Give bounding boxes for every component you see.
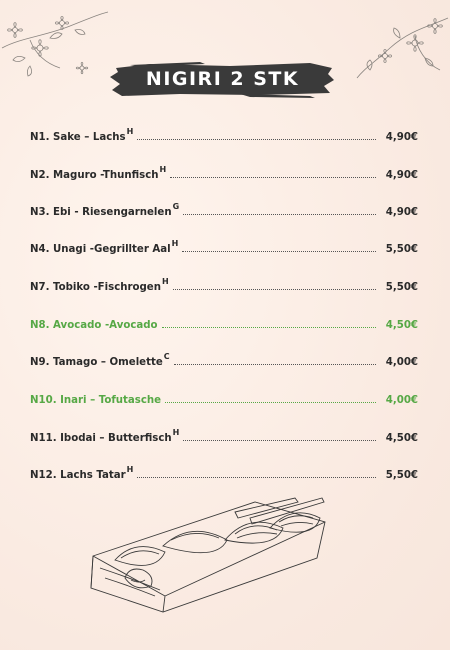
menu-item-price: 5,50€ bbox=[385, 282, 418, 293]
menu-item bbox=[30, 422, 418, 444]
dot-leader bbox=[173, 288, 376, 290]
dot-leader bbox=[170, 176, 376, 178]
menu-item-price: 4,90€ bbox=[385, 132, 418, 143]
title-banner bbox=[110, 60, 335, 98]
dot-leader bbox=[182, 250, 376, 252]
menu-item-price: 4,90€ bbox=[385, 170, 418, 181]
dot-leader bbox=[137, 476, 376, 478]
dot-leader bbox=[174, 363, 376, 365]
menu-item bbox=[30, 121, 418, 143]
menu-item bbox=[30, 384, 418, 406]
menu-item-name: N7. Tobiko -Fischrogen$^H$ bbox=[30, 277, 169, 293]
menu-item-name: N11. Ibodai – Butterfisch$^H$ bbox=[30, 428, 180, 444]
allergen-code: H bbox=[126, 465, 134, 474]
allergen-code: H bbox=[171, 239, 179, 248]
allergen-code: C bbox=[163, 352, 170, 361]
menu-item-price: 5,50€ bbox=[385, 244, 418, 255]
menu-item bbox=[30, 459, 418, 481]
menu-item-price: 4,00€ bbox=[385, 357, 418, 368]
allergen-code: H bbox=[126, 127, 134, 136]
allergen-code: H bbox=[159, 165, 167, 174]
menu-item-name: N9. Tamago – Omelette$^C$ bbox=[30, 352, 170, 368]
menu-item-name: N4. Unagi -Gegrillter Aal$^H$ bbox=[30, 239, 179, 255]
menu-item-name: N8. Avocado -Avocado bbox=[30, 320, 158, 331]
cherry-blossom-decoration-left bbox=[0, 8, 110, 78]
allergen-code: H bbox=[172, 428, 180, 437]
menu-item-price: 5,50€ bbox=[385, 470, 418, 481]
cherry-blossom-decoration-right bbox=[355, 8, 450, 83]
menu-item-name: N12. Lachs Tatar$^H$ bbox=[30, 465, 134, 481]
menu-item-name: N2. Maguro -Thunfisch$^H$ bbox=[30, 165, 167, 181]
menu-item-price: 4,00€ bbox=[385, 395, 418, 406]
menu-item-name: N10. Inari – Tofutasche bbox=[30, 395, 162, 406]
dot-leader bbox=[183, 439, 376, 441]
menu-item bbox=[30, 233, 418, 255]
menu-item-price: 4,90€ bbox=[385, 207, 418, 218]
page-title: NIGIRI 2 STK bbox=[145, 68, 300, 90]
menu-item bbox=[30, 346, 418, 368]
allergen-code: H bbox=[161, 277, 169, 286]
dot-leader bbox=[162, 326, 376, 328]
sushi-board-illustration bbox=[85, 488, 335, 623]
dot-leader bbox=[137, 138, 376, 140]
menu-item-price: 4,50€ bbox=[385, 433, 418, 444]
dot-leader bbox=[165, 401, 376, 403]
menu-item bbox=[30, 196, 418, 218]
menu-item-name: N3. Ebi - Riesengarnelen$^G$ bbox=[30, 202, 180, 218]
allergen-code: G bbox=[172, 202, 180, 211]
dot-leader bbox=[183, 213, 376, 215]
menu-item bbox=[30, 159, 418, 181]
menu-item bbox=[30, 309, 418, 331]
menu-item bbox=[30, 271, 418, 293]
menu-item-price: 4,50€ bbox=[385, 320, 418, 331]
menu-item-name: N1. Sake – Lachs$^H$ bbox=[30, 127, 134, 143]
